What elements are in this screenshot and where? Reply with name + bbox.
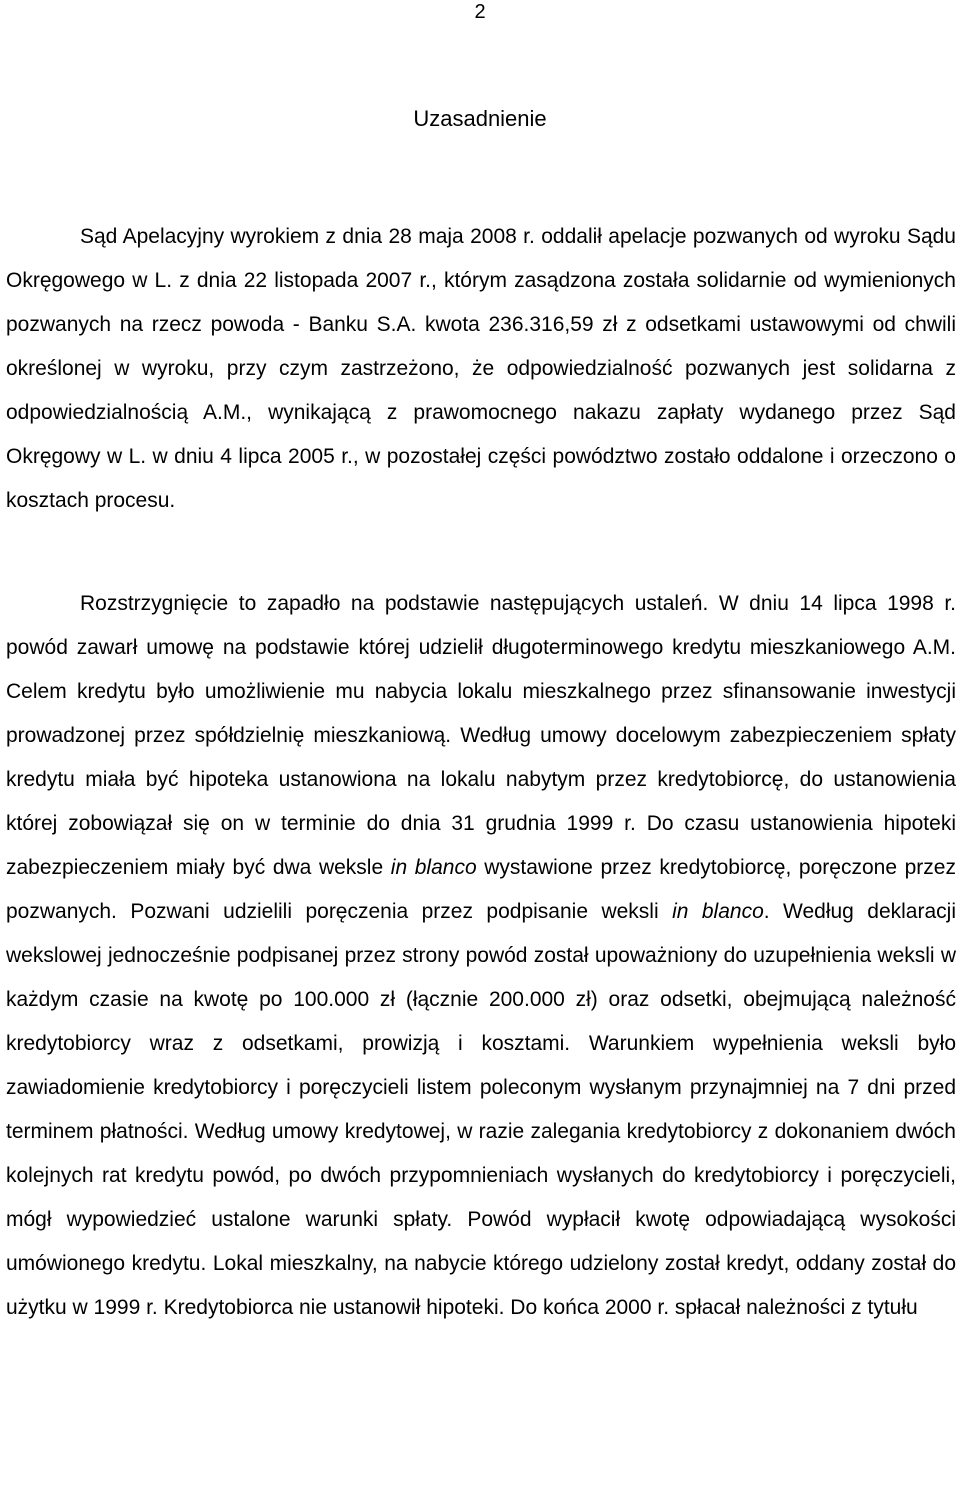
- paragraph-2-text-2: wystawione przez kredytobiorcę, poręczone przez pozwanych. Pozwani udzielili poręczenia przez podpisanie weksli: [6, 856, 956, 923]
- paragraph-2-text-1: Rozstrzygnięcie to zapadło na podstawie następujących ustaleń. W dniu 14 lipca 1998 r. powód zawarł umowę na podstawie której udzielił długoterminowego kredytu mieszkaniowego A.M. Celem kredytu było umożliwienie mu nabycia lokalu mieszkalnego przez sfinansowanie inwestycji prowadzonej przez spółdzielnię mieszkaniową. Według umowy docelowym zabezpieczeniem spłaty kredytu miała być hipoteka ustanowiona na lokalu nabytym przez kredytobiorcę, do ustanowienia której zobowiązał się on w terminie do dnia 31 grudnia 1999 r. Do czasu ustanowienia hipoteki zabezpieczeniem miały być dwa weksle: [6, 592, 956, 879]
- page-number: 2: [474, 1, 486, 23]
- paragraph-2-italic-1: in blanco: [390, 856, 477, 879]
- paragraph-2-italic-2: in blanco: [672, 900, 764, 923]
- paragraph-2: [6, 582, 956, 1330]
- paragraph-2-text-3: . Według deklaracji wekslowej jednocześnie podpisanej przez strony powód został upoważniony do uzupełnienia weksli w każdym czasie na kwotę po 100.000 zł (łącznie 200.000 zł) oraz odsetki, obejmującą należność kredytobiorcy wraz z odsetkami, prowizją i kosztami. Warunkiem wypełnienia weksli było zawiadomienie kredytobiorcy i poręczycieli listem poleconym wysłanym przynajmniej na 7 dni przed terminem płatności. Według umowy kredytowej, w razie zalegania kredytobiorcy z dokonaniem dwóch kolejnych rat kredytu powód, po dwóch przypomnieniach wysłanych do kredytobiorcy i poręczycieli, mógł wypowiedzieć ustalone warunki spłaty. Powód wypłacił kwotę odpowiadającą wysokości umówionego kredytu. Lokal mieszkalny, na nabycie którego udzielony został kredyt, oddany został do użytku w 1999 r. Kredytobiorca nie ustanowił hipoteki. Do końca 2000 r. spłacał należności z tytułu: [6, 900, 956, 1319]
- document-title: Uzasadnienie: [413, 106, 547, 131]
- paragraph-1: Sąd Apelacyjny wyrokiem z dnia 28 maja 2008 r. oddalił apelacje pozwanych od wyroku Sądu Okręgowego w L. z dnia 22 listopada 2007 r., którym zasądzona została solidarnie od wymienionych pozwanych na rzecz powoda - Banku S.A. kwota 236.316,59 zł z odsetkami ustawowymi od chwili określonej w wyroku, przy czym zastrzeżono, że odpowiedzialność pozwanych jest solidarna z odpowiedzialnością A.M., wynikającą z prawomocnego nakazu zapłaty wydanego przez Sąd Okręgowy w L. w dniu 4 lipca 2005 r., w pozostałej części powództwo zostało oddalone i orzeczono o kosztach procesu.: [6, 225, 956, 512]
